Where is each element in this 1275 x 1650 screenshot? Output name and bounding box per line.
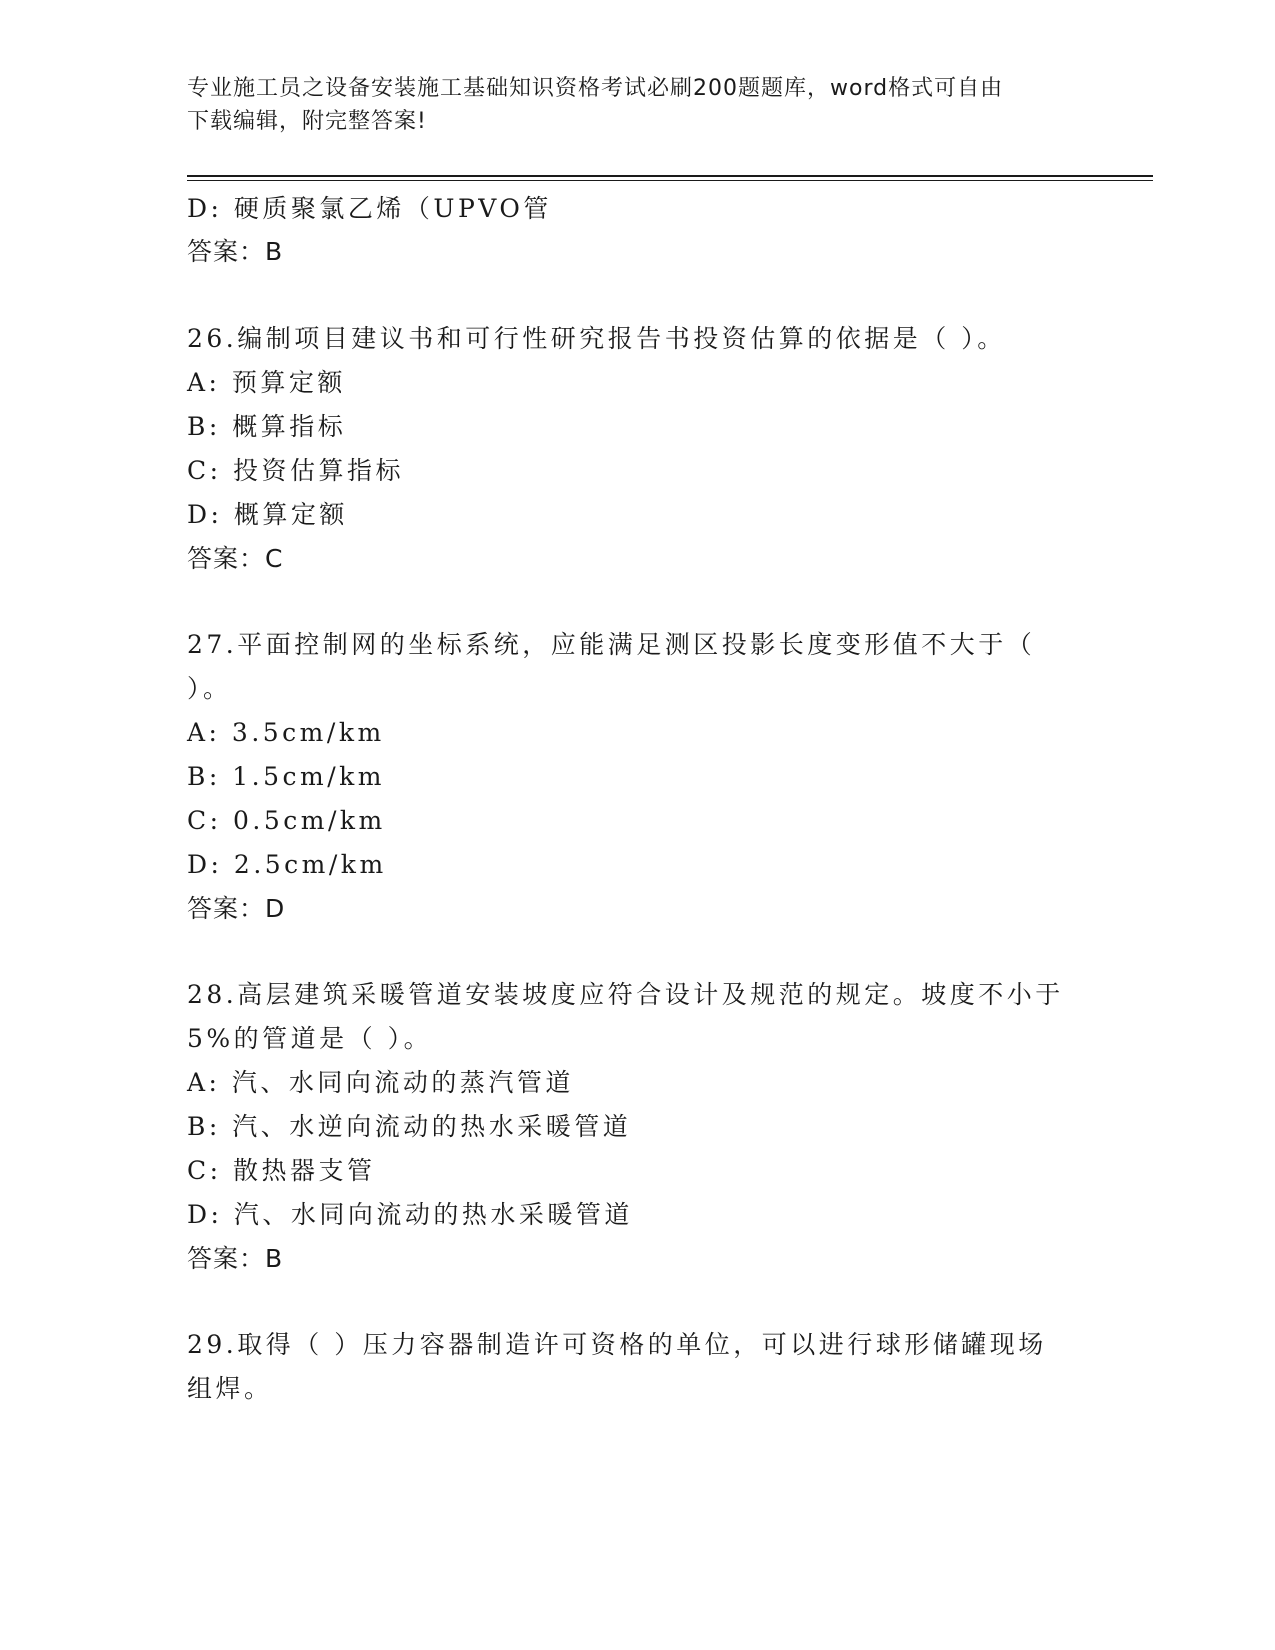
header-line-2: 下载编辑，附完整答案! (187, 109, 427, 134)
prev-option-d: D: 硬质聚氯乙烯（UPVO管 (187, 194, 552, 223)
question-stem-cont: 组焊。 (187, 1374, 273, 1403)
question-stem: 26.编制项目建议书和可行性研究报告书投资估算的依据是（ ）。 (187, 324, 1006, 353)
option-d: D: 2.5cm/km (187, 850, 387, 879)
question-stem-cont: 5%的管道是（ ）。 (187, 1024, 433, 1053)
question-stem-cont: ）。 (187, 674, 232, 703)
option-b: B: 汽、水逆向流动的热水采暖管道 (187, 1112, 632, 1141)
option-c: C: 0.5cm/km (187, 806, 386, 835)
option-a: A: 预算定额 (187, 368, 346, 397)
option-d: D: 概算定额 (187, 500, 348, 529)
option-c: C: 投资估算指标 (187, 456, 404, 485)
question-stem: 28.高层建筑采暖管道安装坡度应符合设计及规范的规定。坡度不小于 (187, 980, 1064, 1009)
question-stem: 27.平面控制网的坐标系统，应能满足测区投影长度变形值不大于（ (187, 630, 1036, 659)
answer: 答案：C (187, 544, 284, 573)
option-d: D: 汽、水同向流动的热水采暖管道 (187, 1200, 633, 1229)
option-b: B: 概算指标 (187, 412, 347, 441)
option-c: C: 散热器支管 (187, 1156, 376, 1185)
answer: 答案：B (187, 1244, 284, 1273)
option-a: A: 3.5cm/km (187, 718, 385, 747)
option-b: B: 1.5cm/km (187, 762, 385, 791)
page-header (187, 72, 1087, 138)
header-line-1: 专业施工员之设备安装施工基础知识资格考试必刷200题题库，word格式可自由 (187, 76, 1004, 101)
answer: 答案：D (187, 894, 286, 923)
option-a: A: 汽、水同向流动的蒸汽管道 (187, 1068, 574, 1097)
question-stem: 29.取得（ ）压力容器制造许可资格的单位，可以进行球形储罐现场 (187, 1330, 1047, 1359)
header-divider-thick (187, 175, 1153, 177)
header-divider-thin (187, 180, 1153, 181)
prev-answer: 答案：B (187, 237, 284, 266)
